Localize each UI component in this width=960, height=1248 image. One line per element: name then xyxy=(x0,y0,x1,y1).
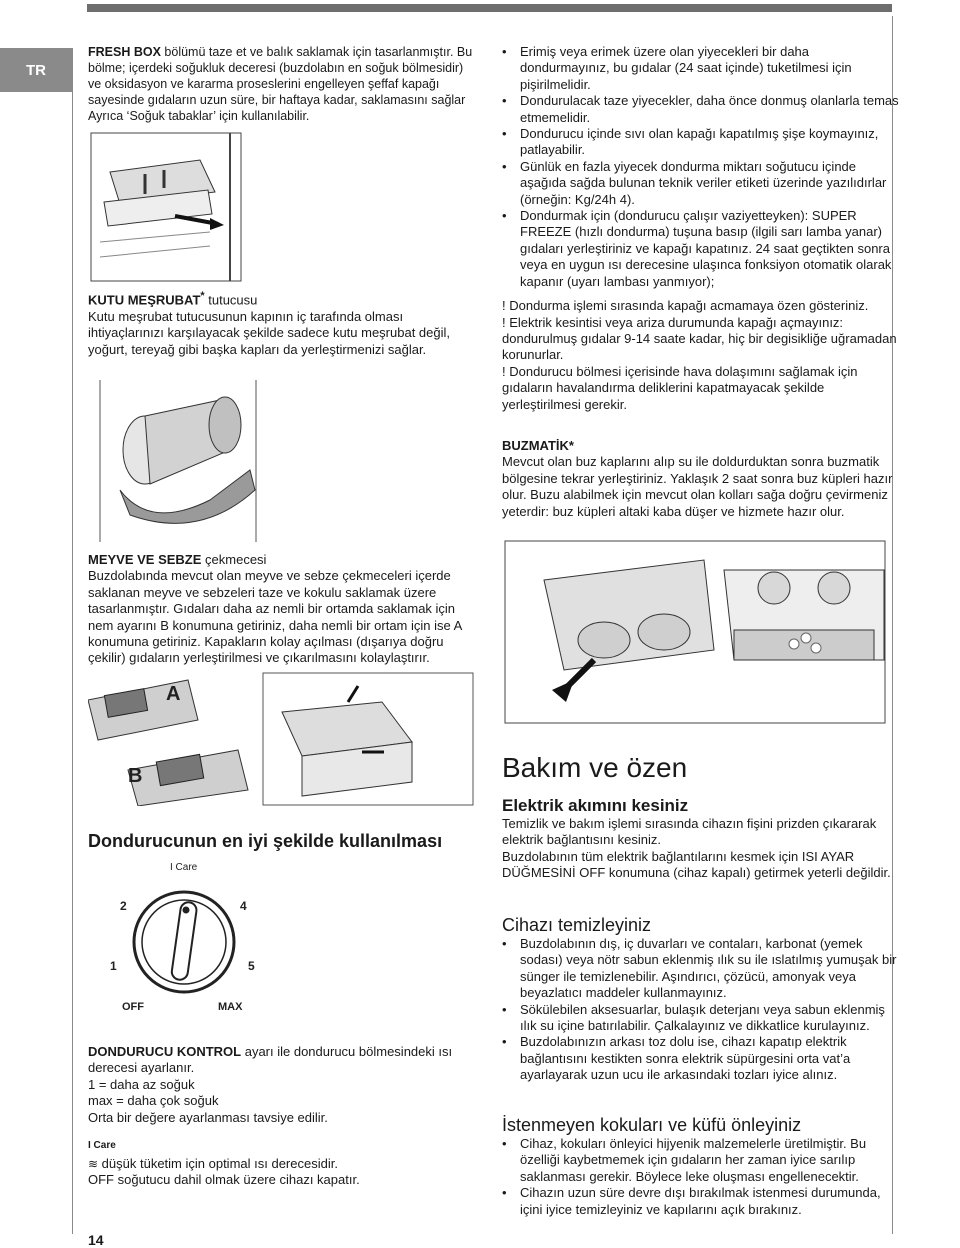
clean-list xyxy=(502,936,900,1084)
can-holder-text: Kutu meşrubat tutucusunun kapının iç tarafında olması ihtiyaçlarınızı karşılayacak şekilde sadece kutu meşrubat değil, yoğurt, tereyağ gibi başka kapları da yerleştirmenizi sağlar. xyxy=(88,308,451,357)
dial-label-max: MAX xyxy=(218,1001,243,1013)
care-mode-label: I Care xyxy=(88,1140,116,1151)
fruit-title-suffix: çekmecesi xyxy=(201,552,267,567)
fresh-box-title: FRESH BOX xyxy=(88,45,161,59)
odor-title: İstenmeyen kokuları ve küfü önleyiniz xyxy=(502,1115,802,1135)
humidity-label-b: B xyxy=(128,765,143,787)
warning-1: ! Dondurma işlemi sırasında kapağı acmamaya özen gösteriniz. xyxy=(502,298,869,314)
dial-care-label: I Care xyxy=(170,862,198,873)
control-line-3: Orta bir değere ayarlanması tavsiye edilir. xyxy=(88,1109,328,1125)
humidity-label-a: A xyxy=(166,683,181,705)
dial-label-2: 2 xyxy=(120,899,127,913)
tip-item: • Dondurucu içinde sıvı olan kapağı kapatılmış şişe koymayınız, patlayabilir. xyxy=(502,126,900,159)
header-bar xyxy=(87,4,892,12)
care-heading: Bakım ve özen xyxy=(502,752,688,783)
drawer-illustration xyxy=(262,672,474,806)
control-title: DONDURUCU KONTROL xyxy=(88,1044,242,1059)
odor-section xyxy=(502,1114,900,1218)
care-off-text: OFF soğutucu dahil olmak üzere cihazı kapatır. xyxy=(88,1172,360,1188)
humidity-control-illustration xyxy=(88,670,260,806)
tip-item: • Günlük en fazla yiyecek dondurma miktarı soğutucu içinde aşağıda sağda bulunan teknik veriler etiketi üzerinde yazılıdırlar (örneğin: Kg/24h 4). xyxy=(502,159,900,208)
odor-list xyxy=(502,1136,900,1218)
page-number: 14 xyxy=(88,1232,104,1248)
fresh-box-text: bölümü taze et ve balık saklamak için tasarlanmıştır. Bu bölme; içerdeki soğukluk deceresi (buzdolabın en soğuk bölmesidir) ve oksidasyon ve kararma proseslerini engelleyen şeffaf kapağı sayesinde gıdaların uzun süre, bir haftaya kadar, saklamasını sağlar Ayrıca ‘Soğuk tabaklar’ için kullanılabilir. xyxy=(88,45,473,123)
left-rule xyxy=(72,48,73,1234)
freezing-tips-section xyxy=(502,44,900,413)
ice-maker-title: BUZMATİK* xyxy=(502,438,574,453)
can-holder-title: KUTU MEŞRUBAT xyxy=(88,292,201,308)
power-title: Elektrik akımını kesiniz xyxy=(502,796,689,815)
warning-3: ! Dondurucu bölmesi içerisinde hava dolaşımını sağlamak için gıdaların havalandırma deliklerini kapatmayacak şekilde yerleştirilmesi gerekir. xyxy=(502,363,858,412)
language-tab: TR xyxy=(0,48,72,92)
clean-title: Cihazı temizleyiniz xyxy=(502,915,652,935)
can-holder-star: * xyxy=(200,290,205,302)
clean-item: • Buzdolabınızın arkası toz dolu ise, cihazı kapatıp elektrik bağlantısını kestikten sonra elektrik süpürgesini orta vat’a ayarlayarak uzun ucu ile arkasındaki tozları iyice alınız. xyxy=(502,1034,900,1083)
tip-item: • Dondurulacak taze yiyecekler, daha önce donmuş olanlarla temas etmemelidir. xyxy=(502,93,900,126)
fruit-title: MEYVE VE SEBZE xyxy=(88,552,202,567)
can-holder-title-suffix: tutucusu xyxy=(204,292,258,308)
dial-label-4: 4 xyxy=(240,899,247,913)
clean-item: • Sökülebilen aksesuarlar, bulaşık deterjanı veya sabun eklenmiş ılık su içine batırılabilir. Çalkalayınız ve dikkatlice kurulayınız. xyxy=(502,1002,900,1035)
power-section xyxy=(502,796,900,882)
care-section xyxy=(88,1156,474,1189)
control-line-2: max = daha çok soğuk xyxy=(88,1093,219,1109)
tip-item: • Dondurmak için (dondurucu çalışır vaziyetteyken): SUPER FREEZE (hızlı dondurma) tuşuna basıp (ilgili sarı lamba yanar) gıdaları yerleştiriniz ve kapağı kapatınız. 24 saat geçtikten sonra veya en uygun ısı derecesine ulaşınca fonksiyon otomatik olarak kapanır (uyarı lambası yanmıyor); xyxy=(502,208,900,290)
power-p1: Temizlik ve bakım işlemi sırasında cihazın fişini prizden çıkararak elektrik bağlantısını kesiniz. xyxy=(502,816,877,848)
dial-label-off: OFF xyxy=(122,1001,144,1013)
fresh-box-section xyxy=(88,44,474,124)
fruit-drawer-section xyxy=(88,552,474,667)
fresh-box-illustration xyxy=(90,132,242,282)
control-line-1: 1 = daha az soğuk xyxy=(88,1076,195,1092)
odor-item: • Cihaz, kokuları önleyici hijyenik malzemelerle üretilmiştir. Bu özelliği kaybetmemek için gıdaların her zaman iyice sarılıp saklanması gerekir. Böylece leke oluşması engellenecektir. xyxy=(502,1136,900,1185)
dial-label-1: 1 xyxy=(110,959,117,973)
clean-item: • Buzdolabının dış, iç duvarları ve contaları, karbonat (yemek sodası) veya nötr sabun eklenmiş ılık su ile ıslatılmış yumuşak bir sünger ile temizlenebilir. Aşındırıcı, çözücü, amonyak veya beyazlatıcı maddeler kullanmayınız. xyxy=(502,936,900,1002)
can-holder-illustration xyxy=(90,380,268,542)
care-text: düşük tüketim için optimal ısı derecesidir. xyxy=(98,1156,338,1171)
power-p2: Buzdolabının tüm elektrik bağlantılarını kesmek için ISI AYAR DÜĞMESİNİ OFF konumuna (cihaz kapalı) getirmek yeterli değildir. xyxy=(502,848,891,881)
dial-label-5: 5 xyxy=(248,959,255,973)
odor-item: • Cihazın uzun süre devre dışı bırakılmak istenmesi durumunda, içini iyice temizleyiniz ve kapılarını açık bırakınız. xyxy=(502,1185,900,1218)
freezer-dial[interactable] xyxy=(100,858,270,1018)
fruit-text: Buzdolabında mevcut olan meyve ve sebze çekmeceleri içerde saklanan meyve ve sebzeleri taze ve kokulu saklamak üzere tasarlanmıştır. Gıdaları daha az nemli bir ortamda saklamak için nem ayarını B konumuna getiriniz, daha nemli bir ortam için ise A konumuna getiriniz. Kapakların kolay açılması (dışarıya doğru çekilir) gıdaların yerleştirilmesi ve çıkarılmasını kolaylaştırır. xyxy=(88,568,462,666)
freezer-heading: Dondurucunun en iyi şekilde kullanılması xyxy=(88,831,443,851)
ice-maker-section xyxy=(502,438,900,520)
ice-maker-illustration xyxy=(504,540,886,724)
clean-section xyxy=(502,914,900,1084)
freezer-control-section xyxy=(88,1044,474,1126)
ice-maker-text: Mevcut olan buz kaplarını alıp su ile doldurduktan sonra buzmatik bölgesine tekrar yerleştiriniz. Yaklaşık 2 saat sonra buz küpleri hazır olur. Buzu alabilmek için mevcut olan kolları sağa doğru çevirmeniz yeterdir: buz küpleri altaki kaba düşer ve hizmete hazır olur. xyxy=(502,454,893,519)
control-text: ayarı ile dondurucu bölmesindeki ısı derecesi ayarlanır. xyxy=(88,1044,453,1076)
can-holder-section xyxy=(88,288,474,358)
tip-item: • Erimiş veya erimek üzere olan yiyecekleri bir daha dondurmayınız, bu gıdalar (24 saat içinde) tuketilmesi için pişirilmelidir. xyxy=(502,44,900,93)
warning-2: ! Elektrik kesintisi veya ariza durumunda kapağı açmayınız: dondurulmuş gıdalar 9-14 saate kadar, hiç bir degisikliğe uğramadan korunurlar. xyxy=(502,314,897,363)
care-icon: ≋ xyxy=(88,1157,99,1171)
freezing-tips-list xyxy=(502,44,900,290)
